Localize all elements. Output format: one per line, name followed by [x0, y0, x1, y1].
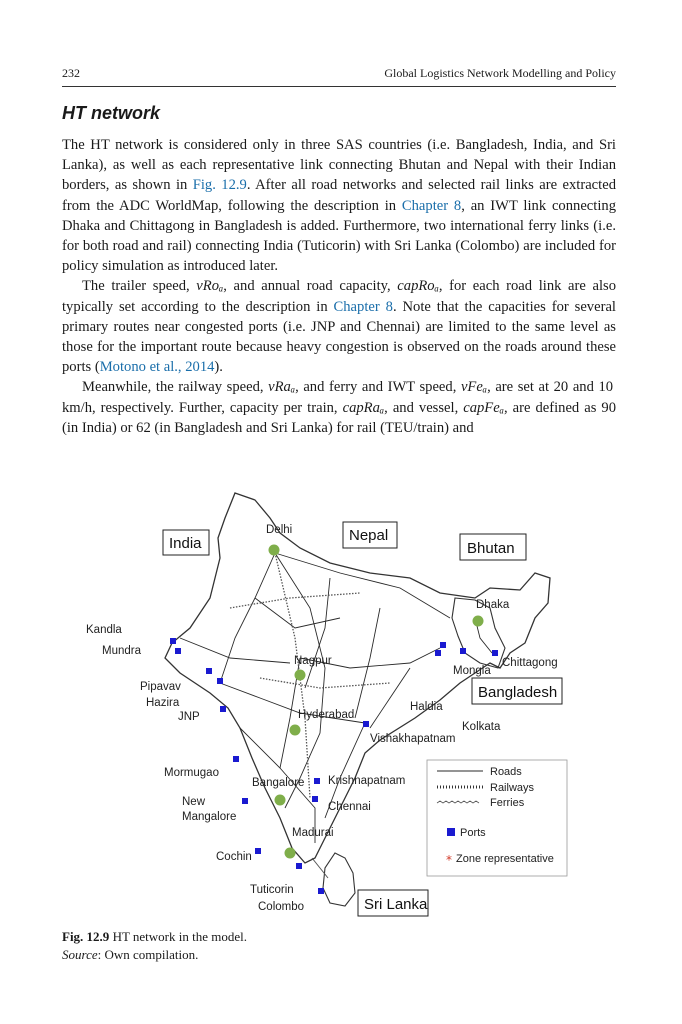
text-run: The HT network is considered only in three SAS countries (i.e. Bangladesh, India, and Sri Lanka), as well as each representative link connecting Bhutan and Nepal with their Indian borders, as shown in — [62, 137, 616, 194]
port-mormugao[interactable] — [233, 756, 239, 762]
running-head: Global Logistics Network Modelling and Policy — [384, 66, 616, 80]
label-hazira: Hazira — [146, 697, 180, 709]
port-hazira[interactable] — [217, 678, 223, 684]
port-new-mangalore[interactable] — [242, 798, 248, 804]
caption-label: Fig. 12.9 — [62, 929, 110, 944]
label-cochin: Cochin — [216, 851, 252, 863]
text-run: Meanwhile, the railway speed, — [82, 379, 269, 396]
text-run: , are set at 20 and 10 km/h, respectively. Further, capacity per train, — [62, 379, 616, 416]
variable: capRoₐ — [397, 278, 439, 295]
port-chittagong[interactable] — [492, 650, 498, 656]
zone-delhi[interactable] — [269, 545, 280, 556]
port-mongla[interactable] — [460, 648, 466, 654]
text-run: The trailer speed, — [82, 278, 197, 295]
header-rule — [62, 86, 616, 87]
port-haldia[interactable] — [435, 650, 441, 656]
paragraph-3 — [62, 377, 616, 438]
text-run: , are defined as 90 (in India) or 62 (in Bangladesh and Sri Lanka) for rail (TEU/train) and — [62, 399, 616, 436]
label-krishnapatnam: Krishnapatnam — [328, 775, 406, 787]
variable: capRaₐ — [342, 399, 385, 416]
figure-link[interactable]: Fig. 12.9 — [192, 177, 247, 194]
paragraph-2 — [62, 276, 616, 377]
port-colombo[interactable] — [318, 888, 324, 894]
label-delhi: Delhi — [266, 524, 293, 536]
map-svg — [80, 478, 580, 918]
variable: vRoₐ — [196, 278, 224, 295]
caption-line — [62, 928, 247, 946]
body-text — [62, 135, 616, 438]
section-heading: HT network — [62, 103, 161, 123]
port-krishnapatnam[interactable] — [314, 778, 320, 784]
label-tuticorin: Tuticorin — [250, 884, 294, 896]
legend-railways: Railways — [490, 782, 535, 794]
zone-bangalore[interactable] — [275, 795, 286, 806]
label-bangalore: Bangalore — [252, 777, 305, 789]
text-run: , and ferry and IWT speed, — [295, 379, 461, 396]
variable: capFeₐ — [463, 399, 504, 416]
india-label: India — [169, 535, 202, 552]
label-new: New — [182, 796, 206, 808]
label-kolkata: Kolkata — [462, 721, 501, 733]
label-jnp: JNP — [178, 711, 200, 723]
sri-lanka-outline — [323, 853, 355, 906]
text-run: . After all road networks and selected rail links are extracted from the ADC WorldMap, following the description in — [62, 177, 616, 214]
bangladesh-label: Bangladesh — [478, 684, 558, 701]
source-text: : Own compilation. — [97, 947, 199, 962]
port-kandla[interactable] — [170, 638, 176, 644]
nepal-label: Nepal — [349, 527, 389, 544]
label-colombo: Colombo — [258, 901, 305, 913]
figure-caption — [62, 928, 247, 964]
map-legend — [427, 760, 567, 876]
text-run: , and annual road capacity, — [223, 278, 398, 295]
label-mongla: Mongla — [453, 665, 491, 677]
label-pipavav: Pipavav — [140, 681, 181, 693]
source-label: Source — [62, 947, 98, 962]
label-nagpur: Nagpur — [294, 655, 332, 667]
text-run: . Note that the capacities for several primary routes near congested ports (i.e. JNP and Chennai) are limited to the same level as those for the important route because heavy congestion is observed on the roads around these ports ( — [62, 298, 616, 376]
label-vishakhapatnam: Vishakhapatnam — [370, 733, 456, 745]
paragraph-1 — [62, 135, 616, 276]
text-run: ). — [214, 359, 223, 376]
variable: vRaₐ — [268, 379, 296, 396]
zone-dhaka[interactable] — [473, 616, 484, 627]
label-dhaka: Dhaka — [476, 599, 510, 611]
port-jnp[interactable] — [220, 706, 226, 712]
label-mundra: Mundra — [102, 645, 141, 657]
chapter-link[interactable]: Chapter 8 — [333, 298, 393, 315]
port-cochin[interactable] — [255, 848, 261, 854]
ht-network-map — [80, 478, 580, 918]
label-mormugao: Mormugao — [164, 767, 219, 779]
label-mangalore: Mangalore — [182, 811, 237, 823]
legend-port-swatch — [447, 828, 455, 836]
zone-nagpur[interactable] — [295, 670, 306, 681]
label-madurai: Madurai — [292, 827, 334, 839]
label-hyderabad: Hyderabad — [298, 709, 355, 721]
text-run: , and vessel, — [384, 399, 464, 416]
bhutan-label: Bhutan — [467, 540, 515, 557]
zone-madurai[interactable] — [285, 848, 296, 859]
legend-zone: Zone representative — [456, 853, 554, 865]
chapter-link[interactable]: Chapter 8 — [401, 197, 462, 214]
legend-ferries: Ferries — [490, 797, 525, 809]
legend-roads: Roads — [490, 766, 522, 778]
label-chittagong: Chittagong — [502, 657, 558, 669]
label-haldia: Haldia — [410, 701, 443, 713]
port-kolkata[interactable] — [440, 642, 446, 648]
variable: vFeₐ — [460, 379, 488, 396]
label-kandla: Kandla — [86, 624, 122, 636]
source-line — [62, 946, 247, 964]
page-number: 232 — [62, 66, 80, 80]
text-run: , an IWT link connecting Dhaka and Chittagong in Bangladesh is added. Furthermore, two international ferry links (i.e. for both road and rail) connecting India (Tuticorin) with Sri Lanka (Colombo) are included for policy simulation as introduced later. — [62, 197, 616, 275]
port-pipavav[interactable] — [206, 668, 212, 674]
legend-ports: Ports — [460, 827, 486, 839]
label-chennai: Chennai — [328, 801, 371, 813]
text-run: , for each road link are also typically set according to the description in — [62, 278, 616, 315]
port-vishakhapatnam[interactable] — [363, 721, 369, 727]
sri-lanka-label: Sri Lanka — [364, 896, 428, 913]
port-tuticorin[interactable] — [296, 863, 302, 869]
zone-hyderabad[interactable] — [290, 725, 301, 736]
caption-text: HT network in the model. — [112, 929, 247, 944]
port-chennai[interactable] — [312, 796, 318, 802]
legend-star-icon: * — [446, 853, 452, 867]
citation-link[interactable]: Motono et al., 2014 — [99, 359, 215, 376]
port-mundra[interactable] — [175, 648, 181, 654]
